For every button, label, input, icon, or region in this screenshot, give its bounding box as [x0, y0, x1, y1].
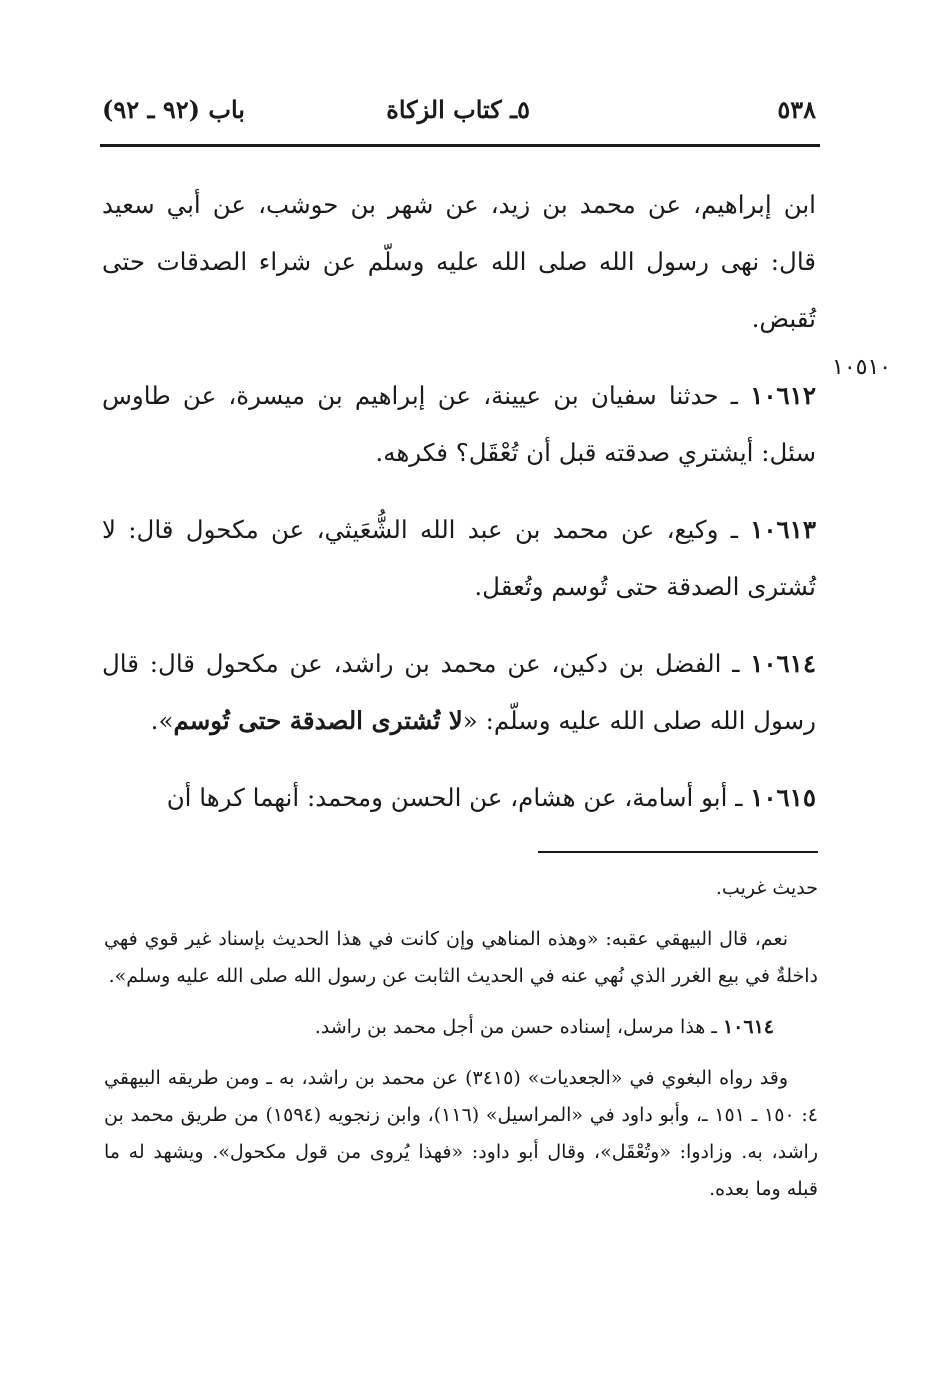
- main-text: [102, 176, 816, 826]
- footnote-separator: [538, 851, 818, 853]
- hadith-text: ـ وكيع، عن محمد بن عبد الله الشُّعَيثي، عن مكحول قال: لا تُشترى الصدقة حتى تُوسم وتُعقل.: [102, 515, 816, 601]
- paragraph-continuation: [102, 176, 816, 347]
- footnote-hadith-number: ١٠٦١٤: [722, 1016, 774, 1038]
- hadith-number: ١٠٦١٣: [750, 515, 816, 544]
- hadith-quote: لا تُشترى الصدقة حتى تُوسم: [173, 706, 463, 735]
- chapter-title: باب (٩٢ ـ ٩٢): [102, 95, 245, 124]
- book-title: ٥ـ كتاب الزكاة: [386, 95, 530, 124]
- hadith-10614: [102, 635, 816, 749]
- hadith-text: ـ حدثنا سفيان بن عيينة، عن إبراهيم بن ميسرة، عن طاوس سئل: أيشتري صدقته قبل أن تُعْقَل؟ فكرهه.: [102, 381, 816, 467]
- hadith-text: ـ أبو أسامة، عن هشام، عن الحسن ومحمد: أنهما كرها أن: [166, 783, 743, 812]
- hadith-number: ١٠٦١٤: [750, 649, 816, 678]
- margin-reference-number: ١٠٥١٠: [832, 355, 892, 380]
- hadith-number: ١٠٦١٥: [750, 783, 816, 812]
- page-number: ٥٣٨: [777, 95, 816, 124]
- hadith-text: ـ الفضل بن دكين، عن محمد بن راشد، عن مكحول قال: قال رسول الله صلى الله عليه وسلّم: «: [102, 649, 816, 735]
- paragraph-text: ابن إبراهيم، عن محمد بن زيد، عن شهر بن حوشب، عن أبي سعيد قال: نهى رسول الله صلى الله عليه وسلّم عن شراء الصدقات حتى تُقبض.: [102, 190, 816, 333]
- footnote-paragraph: وقد رواه البغوي في «الجعديات» (٣٤١٥) عن محمد بن راشد، به ـ ومن طريقه البيهقي ٤: ١٥٠ ـ ١٥١ ـ، وأبو داود في «المراسيل» (١١٦)، وابن زنجويه (١٥٩٤) من طريق محمد بن راشد، به. وزادوا: «وتُعْقَل»، وقال أبو داود: «فهذا يُروى من قول مكحول». ويشهد له ما قبله وما بعده.: [104, 1067, 818, 1200]
- hadith-10612: [102, 367, 816, 481]
- hadith-10613: [102, 501, 816, 615]
- footnote-paragraph: نعم، قال البيهقي عقبه: «وهذه المناهي وإن كانت في هذا الحديث بإسناد غير قوي فهي داخلةٌ في بيع الغرر الذي نُهي عنه في الحديث الثابت عن رسول الله صلى الله عليه وسلم».: [104, 928, 818, 987]
- footnote-text: ـ هذا مرسل، إسناده حسن من أجل محمد بن راشد.: [314, 1016, 717, 1038]
- header-rule: [100, 144, 820, 147]
- hadith-text-end: ».: [150, 706, 174, 735]
- footnote-line: حديث غريب.: [715, 877, 818, 899]
- page-header: [100, 92, 820, 136]
- hadith-10615: [102, 769, 816, 826]
- footnotes: [104, 870, 818, 1208]
- footnote-hadith-note: [104, 1009, 818, 1046]
- hadith-number: ١٠٦١٢: [750, 381, 816, 410]
